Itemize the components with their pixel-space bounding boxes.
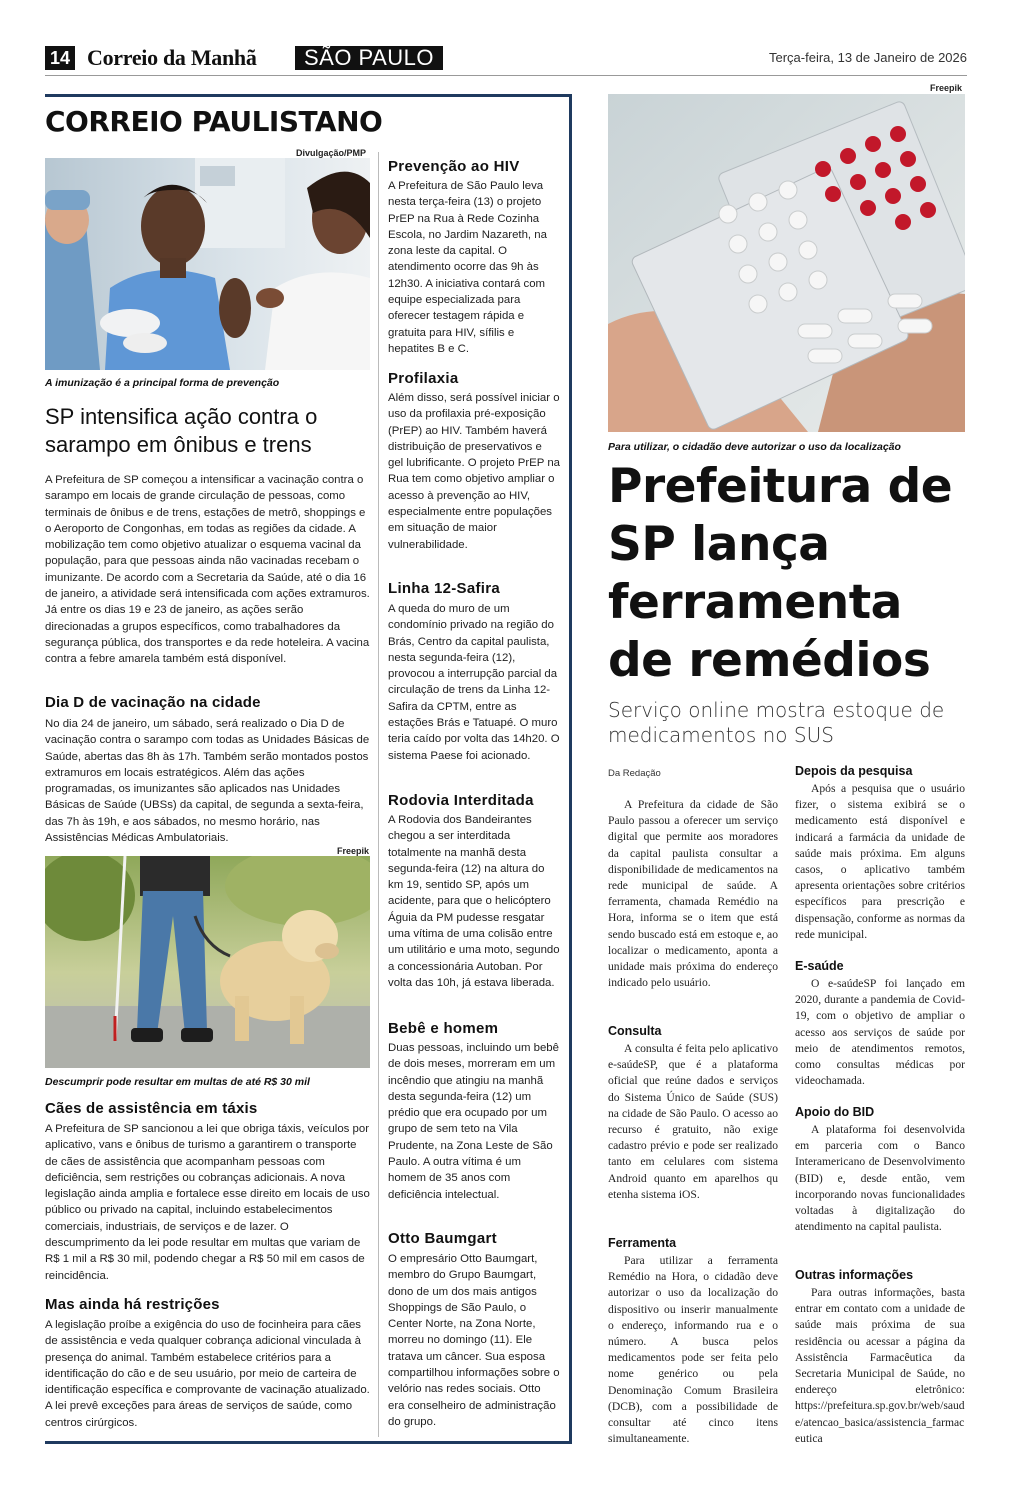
page-number: 14 [45, 46, 75, 70]
guide-dog-photo [45, 856, 370, 1068]
article-body: A consulta é feita pelo aplicativo e-saúdeSP, que é a plataforma oficial que reúne dados e serviços do Sistema Único de Saúde (SUS) na cidade de São Paulo. O acesso ao recurso é gratuito, não exige cadastro prévio e pode ser realizado tanto em celulares com sistema Android quanto em aparelhos qu etenha sistema iOS. [608, 1042, 778, 1201]
subheading: Dia D de vacinação na cidade [45, 694, 261, 711]
brief-body: O empresário Otto Baumgart, membro do Grupo Baumgart, dono de um dos mais antigos Shoppings de São Paulo, o Center Norte, na Zona Norte, morreu no domingo (11). Ele tratava um câncer. Sua esposa compartilhou informações sobre o velório nas redes sociais. Otto era conselheiro de administração do grupo. [388, 1253, 560, 1428]
brief-title: Prevenção ao HIV [388, 158, 520, 175]
issue-date: Terça-feira, 13 de Janeiro de 2026 [768, 50, 967, 65]
article-body: A Prefeitura de SP começou a intensificar a vacinação contra o sarampo em locais de grande circulação de pessoas, como terminais de ônibus e de trens, estações de metrô, shoppings e o Aeroporto de Congonhas, em todas as regiões da cidade. A mobilização tem como objetivo atualizar o esquema vacinal da população, para que pessoas ainda não vacinadas recebam o imunizante. De acordo com a Secretaria da Saúde, até o dia 16 de janeiro, a atividade será intensificada com ações extramuros. Já entre os dias 19 e 23 de janeiro, as ações serão direcionadas a grupos específicos, como trabalhadores da segurança pública, dos transportes e da rede hoteleira. A vacina contra a febre amarela também está disponível. [45, 474, 370, 666]
photo-caption: Descumprir pode resultar em multas de até R$ 30 mil [45, 1076, 310, 1088]
photo-credit: Freepik [930, 83, 963, 93]
masthead-logo: Correio da Manhã [87, 45, 257, 70]
subheading: Mas ainda há restrições [45, 1296, 220, 1313]
page-header [45, 44, 967, 72]
section-title: CORREIO PAULISTANO [45, 105, 383, 138]
section-bottom-rule [45, 1441, 572, 1444]
brief-body: A Rodovia dos Bandeirantes chegou a ser interditada totalmente na manhã desta segunda-feira (12) na altura do km 19, sentido SP, após um acidente, para que o helicóptero Águia da PM pudesse resgatar uma vítima de uma colisão entre um utilitário e uma moto, segundo a concessionária Autoban. Por volta das 10h, já estava liberada. [388, 814, 560, 989]
article-body: A Prefeitura de SP sancionou a lei que obriga táxis, veículos por aplicativo, vans e ônibus de turismo a garantirem o transporte de cães de assistência que acompanham pessoas com deficiência, sem restrições ou cobranças adicionais. A nova legislação ainda amplia e fortalece esse direito em locais de uso público ou privado na capital, incluindo estabelecimentos comerciais, industriais, de serviços e de lazer. O descumprimento da lei pode resultar em multas que variam de R$ 1 mil a R$ 30 mil, podendo chegar a R$ 50 mil em casos de reincidência. [45, 1123, 370, 1282]
subheading: Ferramenta [608, 1236, 677, 1250]
byline: Da Redação [608, 768, 661, 779]
vaccination-photo [45, 158, 370, 370]
subheading: Cães de assistência em táxis [45, 1100, 258, 1117]
photo-credit: Divulgação/PMP [296, 148, 367, 158]
inner-column-divider [378, 152, 379, 1437]
medicine-photo [608, 94, 965, 432]
article-body: Após a pesquisa que o usuário fizer, o sistema exibirá se o medicamento está disponível e indicará a farmácia da unidade de saúde mais próxima. Em alguns casos, o aplicativo também apresenta orientações sobre critérios específicos para prescrição e dispensação, conforme as normas da rede municipal. [795, 782, 965, 941]
subheading: Consulta [608, 1024, 662, 1038]
article-body: Para utilizar a ferramenta Remédio na Hora, o cidadão deve autorizar o uso da localização do dispositivo ou inserir manualmente o endereço, informando rua e o número. A busca pelos medicamentos pode ser feita pelo nome genérico ou pela Denominação Comum Brasileira (DCB), com a possibilidade de consultar até cinco itens simultaneamente. [608, 1254, 778, 1446]
brief-title: Profilaxia [388, 370, 459, 387]
section-tag: SÃO PAULO [295, 46, 443, 70]
header-divider [45, 75, 967, 76]
subheading: Outras informações [795, 1268, 914, 1282]
photo-credit: Freepik [337, 846, 370, 856]
photo-caption: A imunização é a principal forma de prevenção [45, 377, 280, 389]
subheading: Apoio do BID [795, 1105, 875, 1119]
brief-title: Rodovia Interditada [388, 792, 534, 809]
brief-body: A Prefeitura de São Paulo leva nesta terça-feira (13) o projeto PrEP na Rua à Rede Cozinha Escola, no Jardim Nazareth, na zona leste da capital. O atendimento ocorre das 9h às 12h30. A iniciativa contará com equipe especializada para oferecer testagem rápida e gratuita para HIV, sífilis e hepatites B e C. [388, 180, 547, 355]
article-body: A Prefeitura da cidade de São Paulo passou a oferecer um serviço digital que permite aos moradores da capital paulista consultar a disponibilidade de medicamentos na rede municipal de saúde. A ferramenta, chamada Remédio na Hora, informa se o item que está sendo buscado está em estoque e, ao localizar o medicamento, aponta a unidade mais próxima do endereço indicado pelo usuário. [608, 798, 778, 990]
subheading: E-saúde [795, 959, 844, 973]
column-divider [569, 94, 572, 1444]
article-body: Para outras informações, basta entrar em contato com a unidade de saúde mais próxima de sua residência ou acessar a página da Assistência Farmacêutica da Secretaria Municipal de Saúde, no endereço eletrônico: https://prefeitura.sp.gov.br/web/saude/atencao_basica/assistencia_farmaceutica [795, 1286, 965, 1445]
article-body: A plataforma foi desenvolvida em parceria com o Banco Interamericano de Desenvolvimento (BID) e, desde então, vem incorporando novas funcionalidades voltadas à digitalização do atendimento na capital paulista. [795, 1123, 965, 1234]
subheading: Depois da pesquisa [795, 764, 913, 778]
brief-body: Além disso, será possível iniciar o uso da profilaxia pré-exposição (PrEP) ao HIV. Também haverá distribuição de preservativos e gel lubrificante. O projeto PrEP na Rua tem como objetivo ampliar o acesso à prevenção ao HIV, especialmente entre populações em situação de maior vulnerabilidade. [388, 392, 561, 551]
brief-body: Duas pessoas, incluindo um bebê de dois meses, morreram em um incêndio que atingiu na manhã desta segunda-feira (12) um prédio que era ocupado por um grupo de sem teto na Vila Prudente, na Zona Leste de São Paulo. A outra vítima é um homem de 35 anos com deficiência intelectual. [388, 1042, 559, 1201]
brief-title: Bebê e homem [388, 1020, 499, 1037]
article-body: O e-saúdeSP foi lançado em 2020, durante a pandemia de Covid-19, com o objetivo de ampliar o acesso aos serviços de saúde por meio de atendimentos remotos, como consultas médicas por videochamada. [795, 977, 965, 1088]
article-headline: SP intensifica ação contra o sarampo em ônibus e trens [45, 404, 318, 457]
article-body: A legislação proíbe a exigência do uso de focinheira para cães de assistência e veda qualquer cobrança adicional vinculada à presença do animal. Também estabelece critérios para a identificação do cão e de seu usuário, por meio de carteira de identificação específica e comprovante de vacinação atualizado. A lei prevê exceções para áreas de serviços de saúde, como centros cirúrgicos. [45, 1319, 370, 1429]
main-subheadline: Serviço online mostra estoque de medicamentos no SUS [608, 698, 945, 747]
brief-title: Otto Baumgart [388, 1230, 497, 1247]
article-body: No dia 24 de janeiro, um sábado, será realizado o Dia D de vacinação contra o sarampo com todas as Unidades Básicas de Saúde, abertas das 8h às 17h. Também serão montados postos extramuros em locais estratégicos. Além das ações programadas, os imunizantes são aplicados nas Unidades Básicas de Saúde (UBSs) da capital, de segunda a sexta-feira, das 7h às 19h, e aos sábados, no mesmo horário, nas Assistências Médicas Ambulatoriais. [45, 718, 370, 845]
photo-caption: Para utilizar, o cidadão deve autorizar o uso da localização [608, 441, 901, 453]
section-top-rule [45, 94, 572, 97]
brief-title: Linha 12-Safira [388, 580, 501, 597]
brief-body: A queda do muro de um condomínio privado na região do Brás, Centro da capital paulista, nesta segunda-feira (12), provocou a interrupção parcial da circulação de trens da Linha 12-Safira da CPTM, entre as estações Brás e Tatuapé. O muro teria caído por volta das 14h20. O sistema Paese foi acionado. [388, 603, 560, 762]
main-headline: Prefeitura de SP lança ferramenta de remédios [608, 459, 953, 688]
